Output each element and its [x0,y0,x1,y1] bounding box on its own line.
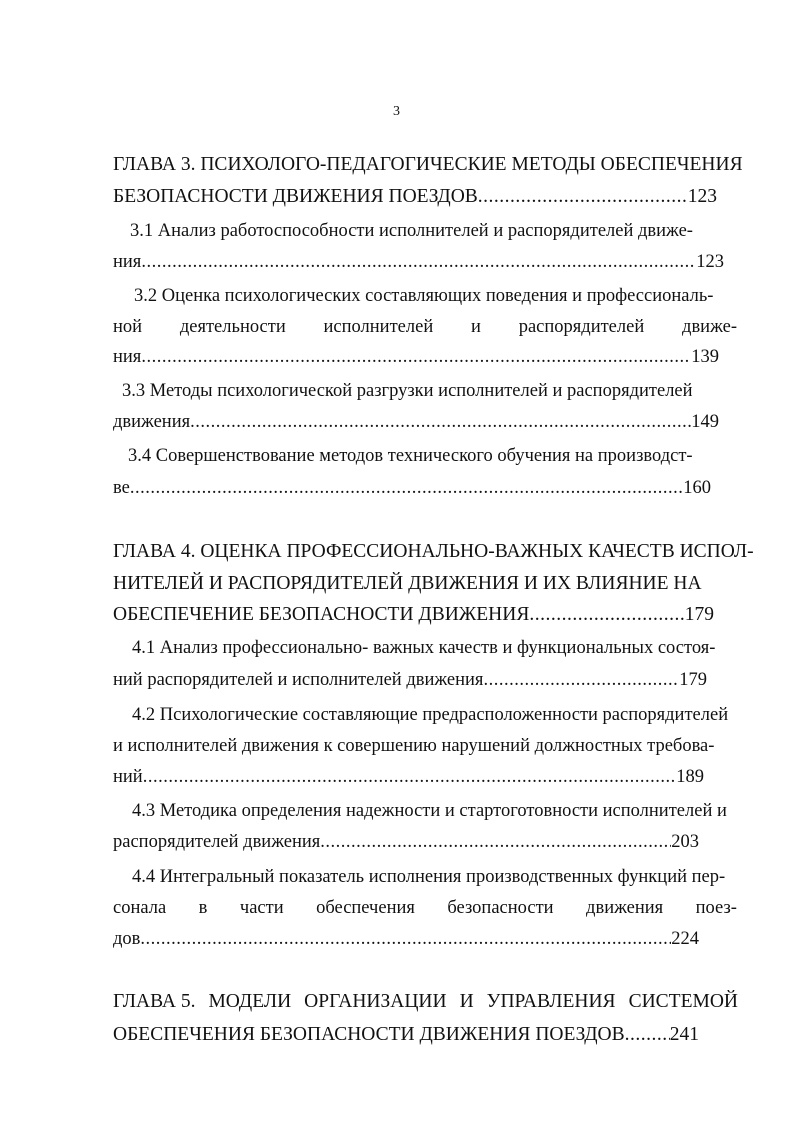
chapter3-page: 123 [687,186,717,207]
word: сонала [113,898,167,918]
section-4-4-text: дов [113,929,141,949]
section-4-3-line2 [113,830,699,854]
section-3-3-text: движения [113,412,191,432]
word: в [198,898,208,918]
section-3-2-line2 [113,315,737,339]
word: ОРГАНИЗАЦИИ [304,991,447,1012]
leader-dots [130,476,683,500]
section-4-2-text: ний [113,767,143,787]
section-4-2-line3 [113,765,704,789]
section-4-1-line1: 4.1 Анализ профессионально- важных качеств и функциональных состоя- [132,638,716,658]
section-3-1-line1: 3.1 Анализ работоспособности исполнителей и распорядителей движе- [130,221,693,241]
section-4-2-line2: и исполнителей движения к совершению нарушений должностных требова- [113,736,715,756]
word: ной [113,317,143,337]
leader-dots [143,765,677,789]
section-4-1-text: ний распорядителей и исполнителей движения [113,670,484,690]
leader-dots [141,250,696,274]
word: поез- [695,898,737,918]
chapter4-title-line2: НИТЕЛЕЙ И РАСПОРЯДИТЕЛЕЙ ДВИЖЕНИЯ И ИХ ВЛИЯНИЕ НА [113,573,702,594]
word: и [471,317,481,337]
section-4-4-line2 [113,896,737,920]
section-4-4-line3 [113,927,699,951]
section-4-1-line2 [113,668,707,692]
leader-dots [320,830,671,854]
word: ГЛАВА 5. [113,991,196,1012]
chapter3-title-line1: ГЛАВА 3. ПСИХОЛОГО-ПЕДАГОГИЧЕСКИЕ МЕТОДЫ ОБЕСПЕЧЕНИЯ [113,154,743,175]
leader-dots [625,1023,670,1047]
word: обеспечения [316,898,415,918]
chapter3-title-line2 [113,185,717,209]
leader-dots [141,345,691,369]
section-3-2-text: ния [113,347,142,367]
word: движения [586,898,664,918]
section-3-1-text: ния [113,252,142,272]
leader-dots [483,668,679,692]
chapter3-title-text: БЕЗОПАСНОСТИ ДВИЖЕНИЯ ПОЕЗДОВ [113,186,478,207]
chapter5-title-line2 [113,1023,699,1047]
section-3-2-line1: 3.2 Оценка психологических составляющих поведения и профессиональ- [134,286,714,306]
chapter4-title-line3 [113,603,714,627]
section-4-3-page: 203 [671,832,699,852]
section-3-3-page: 149 [691,412,719,432]
section-4-1-page: 179 [679,670,707,690]
section-4-4-page: 224 [671,929,699,949]
section-3-3-line2 [113,410,719,434]
section-3-4-line2 [113,476,711,500]
section-3-1-page: 123 [696,252,724,272]
word: И [459,991,474,1012]
leader-dots [529,603,684,627]
chapter5-page: 241 [669,1024,699,1045]
leader-dots [140,927,671,951]
chapter5-title-text: ОБЕСПЕЧЕНИЯ БЕЗОПАСНОСТИ ДВИЖЕНИЯ ПОЕЗДОВ [113,1024,625,1045]
section-4-3-text: распорядителей движения [113,832,321,852]
section-3-1-line2 [113,250,724,274]
section-3-4-line1: 3.4 Совершенствование методов технического обучения на производст- [128,446,693,466]
word: деятельности [179,317,286,337]
word: СИСТЕМОЙ [628,991,738,1012]
section-3-4-text: ве [113,478,130,498]
chapter4-page: 179 [684,604,714,625]
chapter4-title-text: ОБЕСПЕЧЕНИЕ БЕЗОПАСНОСТИ ДВИЖЕНИЯ [113,604,530,625]
section-3-3-line1: 3.3 Методы психологической разгрузки исполнителей и распорядителей [122,381,693,401]
word: УПРАВЛЕНИЯ [486,991,616,1012]
section-4-2-line1: 4.2 Психологические составляющие предрасположенности распорядителей [132,705,729,725]
section-4-3-line1: 4.3 Методика определения надежности и стартоготовности исполнителей и [132,801,727,821]
section-4-4-line1: 4.4 Интегральный показатель исполнения производственных функций пер- [132,867,726,887]
section-3-2-line3 [113,345,719,369]
word: распорядителей [518,317,645,337]
word: части [239,898,284,918]
section-4-2-page: 189 [676,767,704,787]
word: движе- [682,317,737,337]
leader-dots [478,185,688,209]
leader-dots [190,410,691,434]
section-3-4-page: 160 [683,478,711,498]
word: исполнителей [323,317,434,337]
section-3-2-page: 139 [691,347,719,367]
chapter5-title-line1 [113,990,738,1014]
chapter4-title-line1: ГЛАВА 4. ОЦЕНКА ПРОФЕССИОНАЛЬНО-ВАЖНЫХ КАЧЕСТВ ИСПОЛ- [113,541,754,562]
word: МОДЕЛИ [208,991,292,1012]
word: безопасности [447,898,554,918]
page-number: 3 [393,104,400,119]
